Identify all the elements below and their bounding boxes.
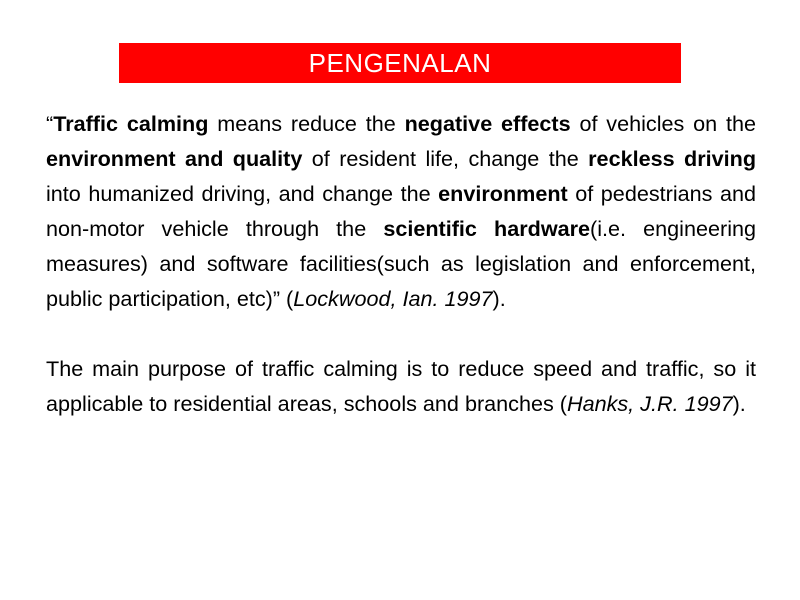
text-segment: into humanized driving, and change the [46,181,439,206]
title-banner [119,43,681,83]
text-segment: ). [492,286,506,311]
citation-hanks: Hanks, J.R. 1997 [566,391,733,416]
definition-paragraph [46,106,756,316]
term-traffic-calming: Traffic calming [53,111,209,136]
text-segment: means reduce the [208,111,405,136]
purpose-paragraph [46,351,756,421]
text-segment: of pedestrians and non-motor vehicle through the [46,181,756,241]
term-environment: environment [438,181,568,206]
term-environment-and-quality: environment and quality [46,146,303,171]
open-quote: “ [46,111,54,136]
slide-title: PENGENALAN [308,47,492,78]
text-segment: of vehicles on the [570,111,756,136]
text-segment: of resident life, change the [302,146,589,171]
citation-lockwood: Lockwood, Ian. 1997 [293,286,493,311]
text-segment: The main purpose of traffic calming is to reduce speed and traffic, so it applicable to residential areas, schools and branches ( [46,356,756,416]
slide-body [46,106,756,421]
text-segment: ). [732,391,746,416]
term-negative-effects: negative effects [404,111,571,136]
term-scientific-hardware: scientific hardware [383,216,591,241]
text-segment: (i.e. engineering measures) and software facilities(such as legislation and enforcement, public participation, etc)” ( [46,216,757,311]
term-reckless-driving: reckless driving [588,146,757,171]
